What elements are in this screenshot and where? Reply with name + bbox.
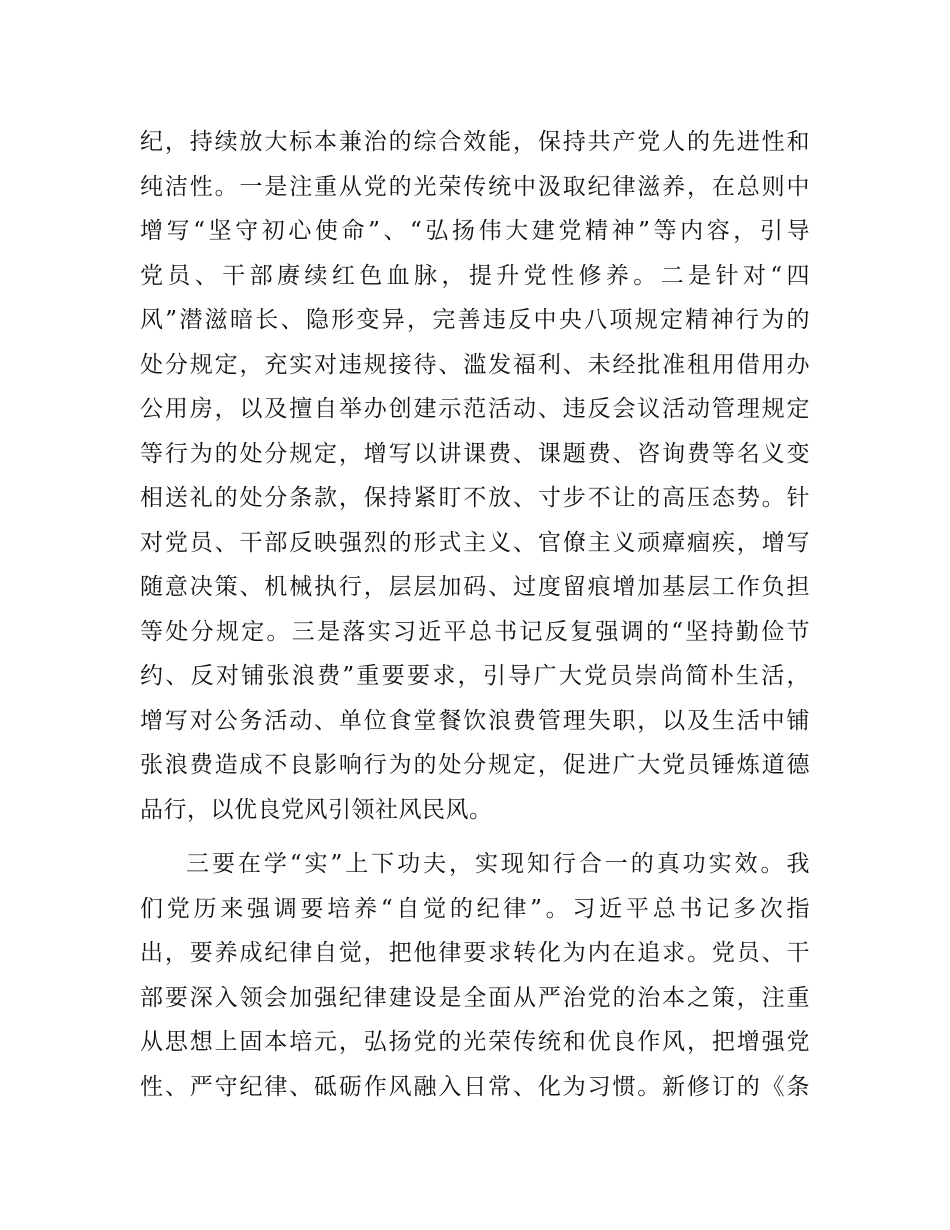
text-line: 等处分规定。三是落实习近平总书记反复强调的“坚持勤俭节 xyxy=(140,618,810,645)
text-line: 纯洁性。一是注重从党的光荣传统中汲取纪律滋养，在总则中 xyxy=(140,173,810,200)
text-line: 部要深入领会加强纪律建设是全面从严治党的治本之策，注重 xyxy=(140,984,810,1011)
text-line: 性、严守纪律、砥砺作风融入日常、化为习惯。新修订的《条 xyxy=(140,1073,810,1100)
text-line: 增写“坚守初心使命”、“弘扬伟大建党精神”等内容，引导 xyxy=(140,218,810,244)
text-line: 增写对公务活动、单位食堂餐饮浪费管理失职，以及生活中铺 xyxy=(140,707,810,734)
text-line: 纪，持续放大标本兼治的综合效能，保持共产党人的先进性和 xyxy=(140,129,810,155)
text-line: 们党历来强调要培养“自觉的纪律”。习近平总书记多次指 xyxy=(140,895,810,922)
text-line: 张浪费造成不良影响行为的处分规定，促进广大党员锤炼道德 xyxy=(140,752,810,778)
text-line: 约、反对铺张浪费”重要要求，引导广大党员崇尚简朴生活， xyxy=(140,663,810,689)
paragraph-spacer xyxy=(140,832,810,842)
text-line: 处分规定，充实对违规接待、滥发福利、未经批准租用借用办 xyxy=(140,351,810,378)
text-line: 品行，以优良党风引领社风民风。 xyxy=(140,796,493,823)
document-body xyxy=(140,120,810,1109)
text-line: 公用房，以及擅自举办创建示范活动、违反会议活动管理规定 xyxy=(140,396,810,422)
text-line: 对党员、干部反映强烈的形式主义、官僚主义顽瘴痼疾，增写 xyxy=(140,529,810,556)
text-line: 出，要养成纪律自觉，把他律要求转化为内在追求。党员、干 xyxy=(140,940,810,966)
text-line: 三要在学“实”上下功夫，实现知行合一的真功实效。我 xyxy=(186,851,810,877)
text-line: 从思想上固本培元，弘扬党的光荣传统和优良作风，把增强党 xyxy=(140,1029,810,1055)
paragraph-2 xyxy=(140,842,810,1109)
text-line: 风”潜滋暗长、隐形变异，完善违反中央八项规定精神行为的 xyxy=(140,307,810,333)
text-line: 党员、干部赓续红色血脉，提升党性修养。二是针对“四 xyxy=(140,262,810,289)
paragraph-1 xyxy=(140,120,810,832)
text-line: 随意决策、机械执行，层层加码、过度留痕增加基层工作负担 xyxy=(140,574,810,600)
text-line: 相送礼的处分条款，保持紧盯不放、寸步不让的高压态势。针 xyxy=(140,485,810,511)
text-line: 等行为的处分规定，增写以讲课费、课题费、咨询费等名义变 xyxy=(140,440,810,467)
